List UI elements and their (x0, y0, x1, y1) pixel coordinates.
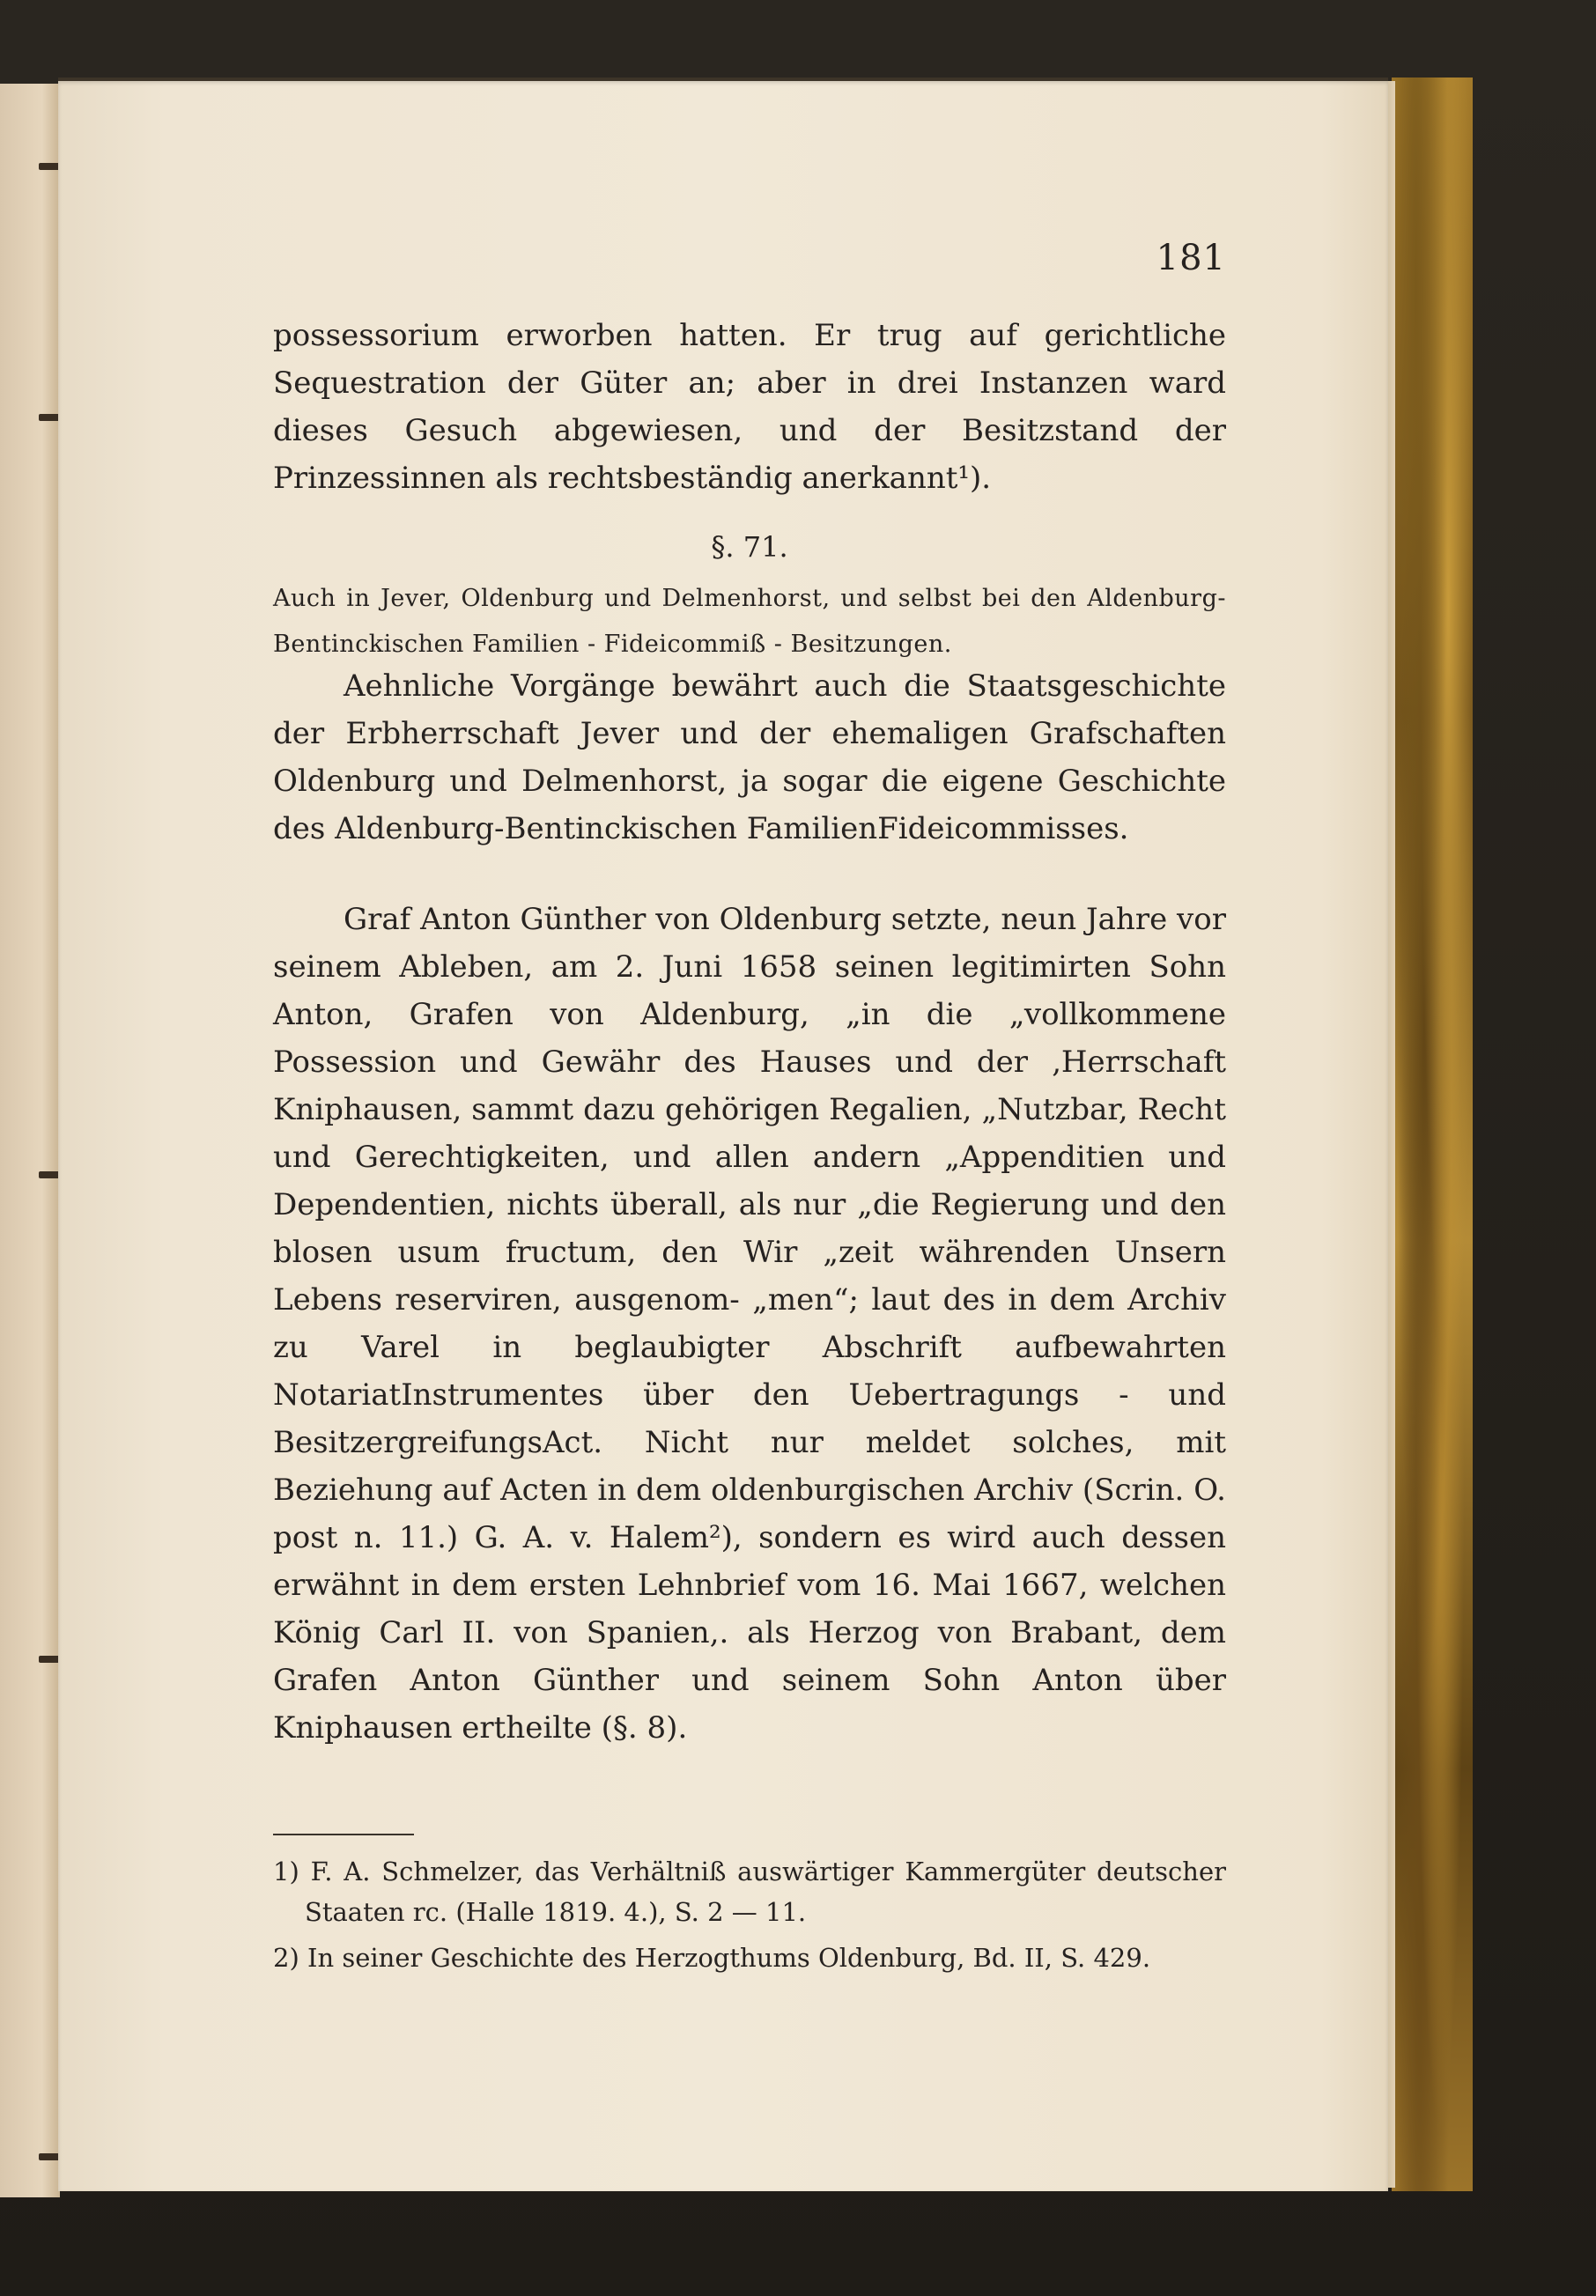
previous-page-edge (0, 84, 60, 2197)
section-number: §. 71. (711, 530, 788, 564)
footnote: 1) F. A. Schmelzer, das Verhältniß auswärtiger Kammergüter deutscher Staaten rc. (Halle 1819. 4.), S. 2 — 11. (273, 1857, 1226, 1927)
body-paragraph: Aehnliche Vorgänge bewährt auch die Staatsgeschichte der Erbherrschaft Jever und der ehemaligen Grafschaften Oldenburg und Delmenhorst, ja sogar die eigene Geschichte des Aldenburg-Bentinckischen FamilienFideicommisses. (273, 668, 1226, 846)
book-page (58, 81, 1388, 2191)
footnote-divider (273, 1834, 414, 1835)
footnote: 2) In seiner Geschichte des Herzogthums Oldenburg, Bd. II, S. 429. (273, 1943, 1151, 1973)
footnotes (273, 1851, 1226, 1983)
marbled-cover (1392, 78, 1473, 2191)
page-number: 181 (1156, 238, 1226, 278)
body-paragraph: Graf Anton Günther von Oldenburg setzte, neun Jahre vor seinem Ableben, am 2. Juni 1658 seinen legitimirten Sohn Anton, Grafen von Aldenburg, „in die „vollkommene Possession und Gewähr des Hauses und der ‚Herrschaft Kniphausen, sammt dazu gehörigen Regalien, „Nutzbar, Recht und Gerechtigkeiten, und allen andern „Appenditien und Dependentien, nichts überall, als nur „die Regierung und den blosen usum fructum, den Wir „zeit währenden Unsern Lebens reserviren, ausgenom- „men“; laut des in dem Archiv zu Varel in beglaubigter Abschrift aufbewahrten NotariatInstrumentes über den Uebertragungs - und BesitzergreifungsAct. Nicht nur meldet solches, mit Beziehung auf Acten in dem oldenburgischen Archiv (Scrin. O. post n. 11.) G. A. v. Halem²), sondern es wird auch dessen erwähnt in dem ersten Lehnbrief vom 16. Mai 1667, welchen König Carl II. von Spanien,. als Herzog von Brabant, dem Grafen Anton Günther und seinem Sohn Anton über Kniphausen ertheilte (§. 8). (273, 902, 1226, 1746)
opening-paragraph: possessorium erworben hatten. Er trug auf gerichtliche Sequestration der Güter an; aber in drei Instanzen ward dieses Gesuch abgewiesen, und der Besitzstand der Prinzessinnen als rechtsbeständig anerkannt¹). (273, 318, 1226, 496)
section-summary: Auch in Jever, Oldenburg und Delmenhorst, und selbst bei den Aldenburg-Bentinckischen Familien - Fideicommiß - Besitzungen. (273, 585, 1226, 658)
